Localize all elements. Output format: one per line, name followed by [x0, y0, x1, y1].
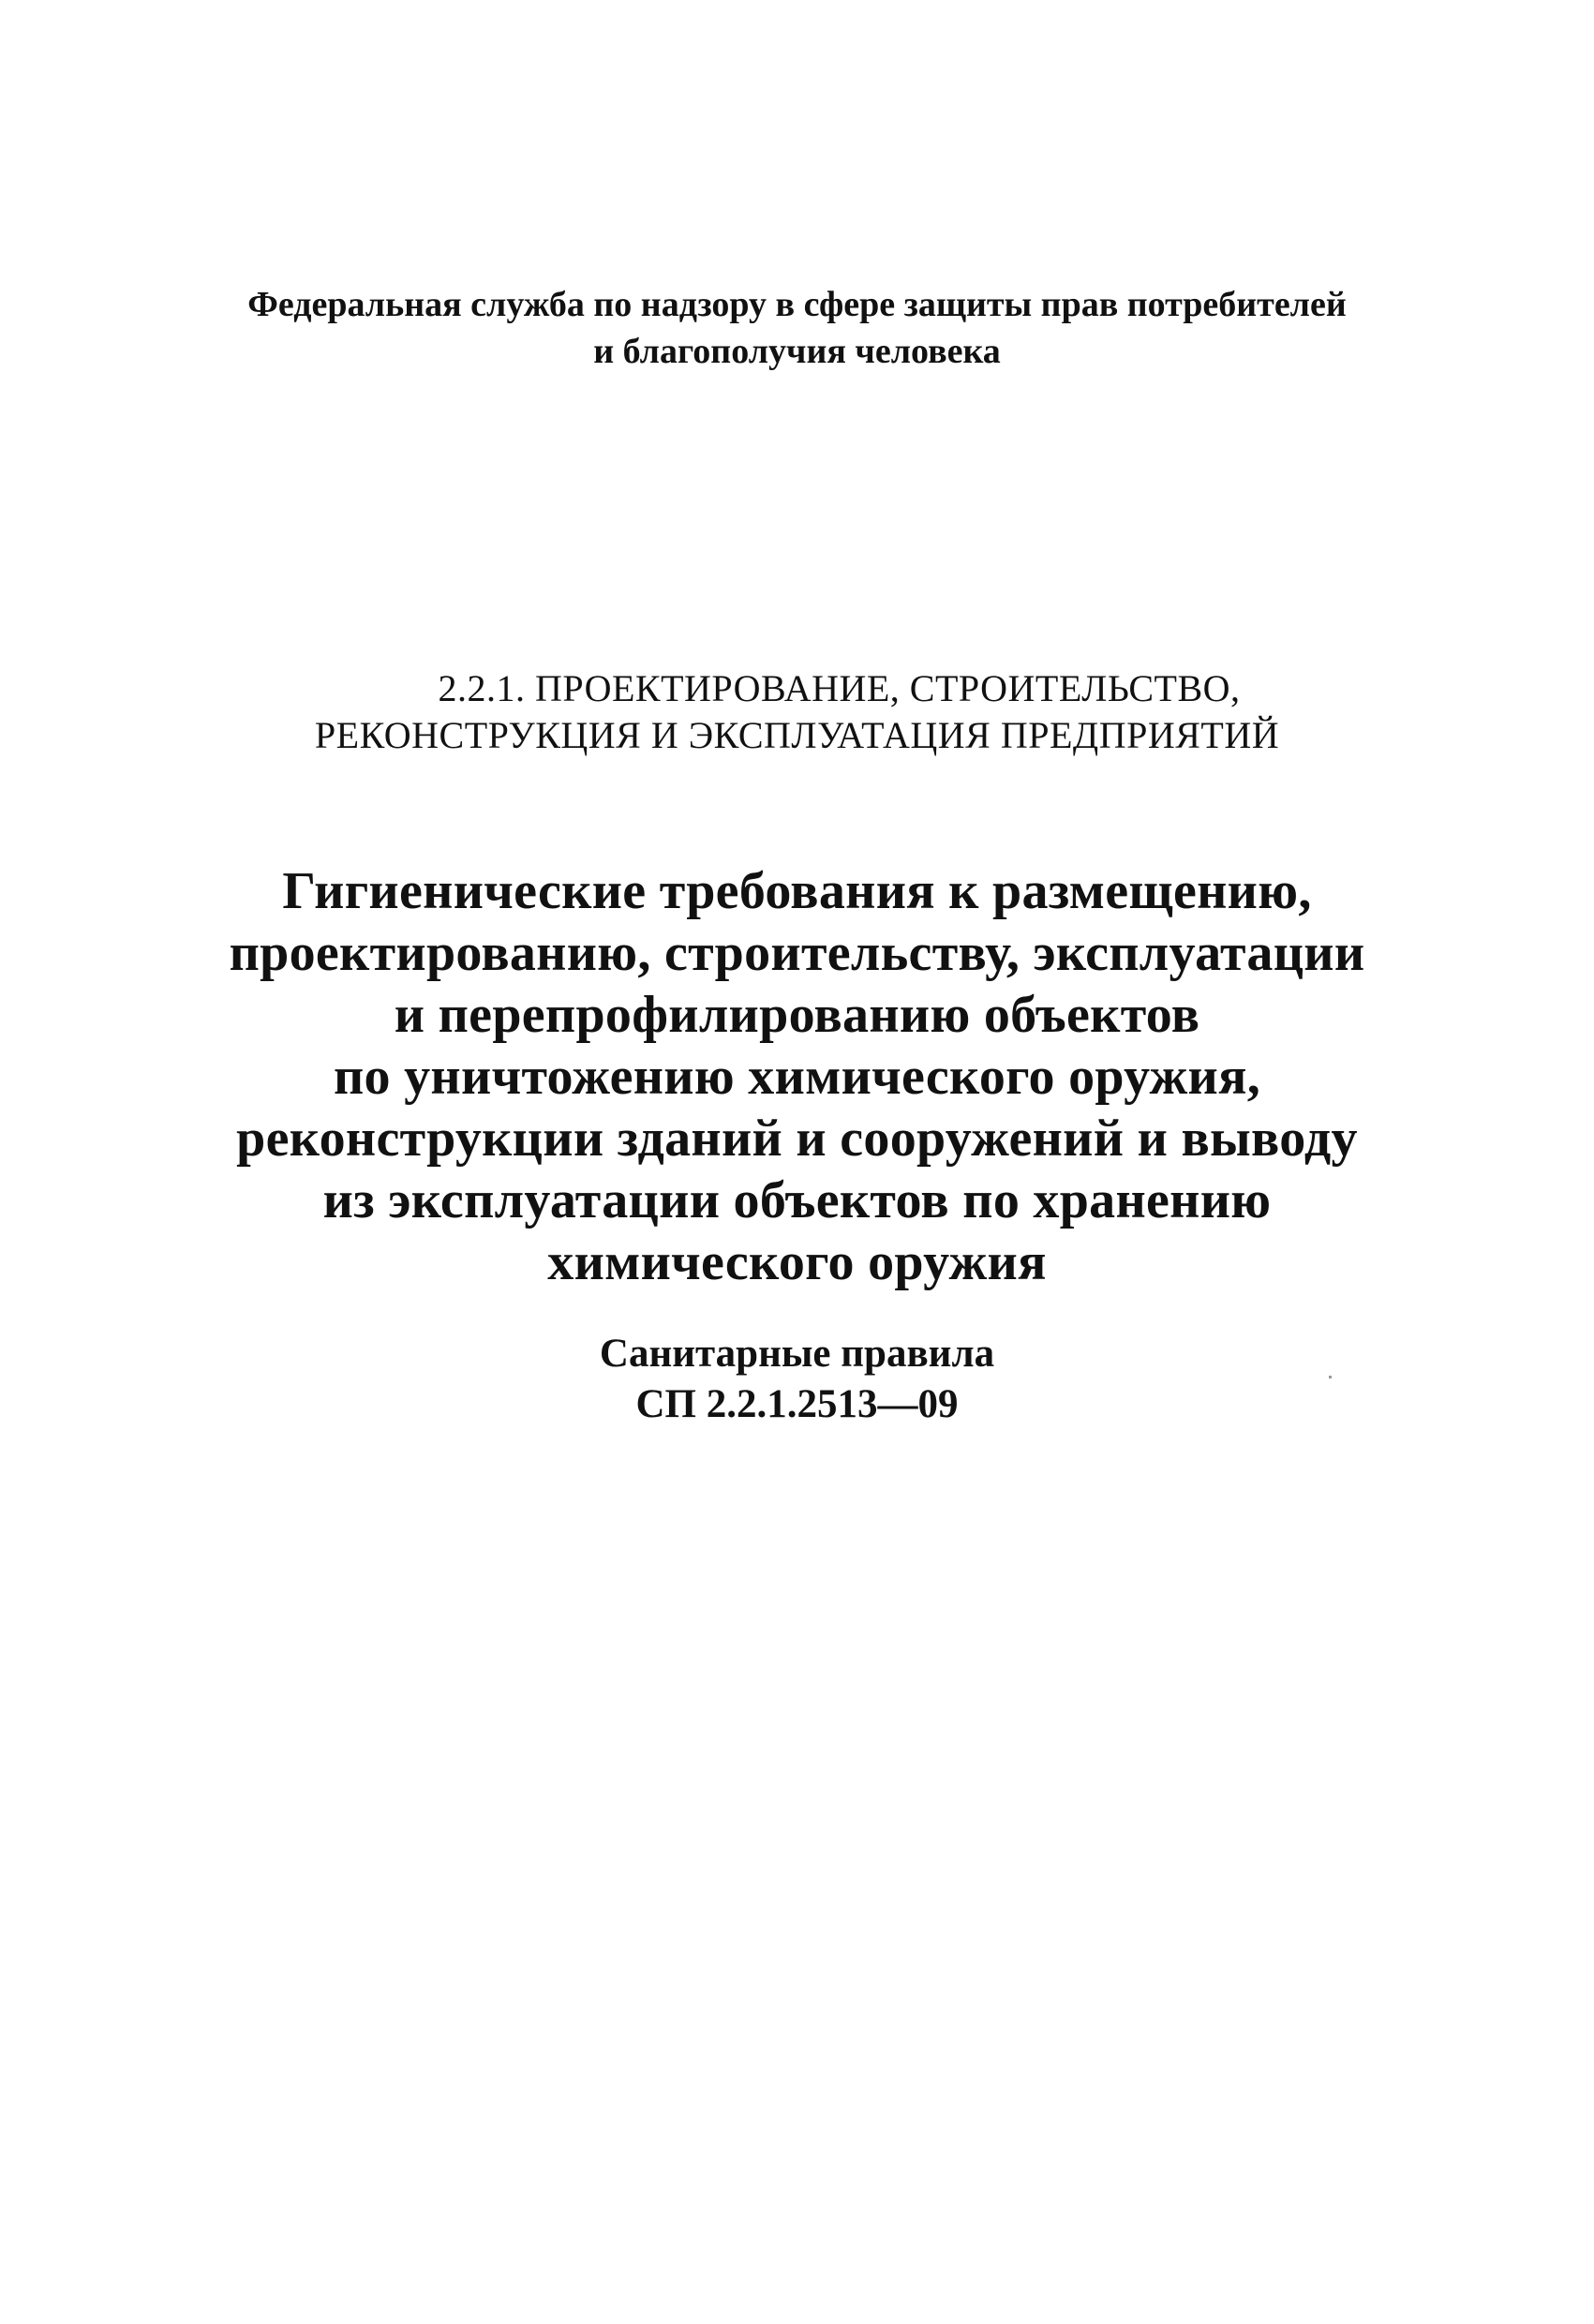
section-line: 2.2.1. ПРОЕКТИРОВАНИЕ, СТРОИТЕЛЬСТВО,	[438, 667, 1241, 709]
section-heading	[0, 665, 1594, 759]
issuing-agency	[0, 281, 1594, 375]
title-line: из эксплуатации объектов по хранению	[322, 1171, 1272, 1229]
title-line: Гигиенические требования к размещению,	[282, 862, 1312, 920]
document-title	[0, 860, 1594, 1293]
designation-type: Санитарные правила	[599, 1332, 995, 1376]
title-line: реконструкции зданий и сооружений и выводу	[236, 1110, 1358, 1168]
title-line: по уничтожению химического оружия,	[333, 1048, 1261, 1106]
scan-speck	[1329, 1376, 1332, 1378]
section-line: РЕКОНСТРУКЦИЯ И ЭКСПЛУАТАЦИЯ ПРЕДПРИЯТИЙ	[314, 714, 1280, 756]
title-line: и перепрофилированию объектов	[394, 986, 1200, 1044]
document-designation	[0, 1329, 1594, 1430]
designation-code: СП 2.2.1.2513—09	[635, 1382, 959, 1426]
title-line: химического оружия	[547, 1233, 1047, 1291]
agency-line: Федеральная служба по надзору в сфере защиты прав потребителей	[247, 285, 1347, 324]
agency-line: и благополучия человека	[593, 332, 1001, 371]
title-line: проектированию, строительству, эксплуатации	[229, 924, 1365, 982]
